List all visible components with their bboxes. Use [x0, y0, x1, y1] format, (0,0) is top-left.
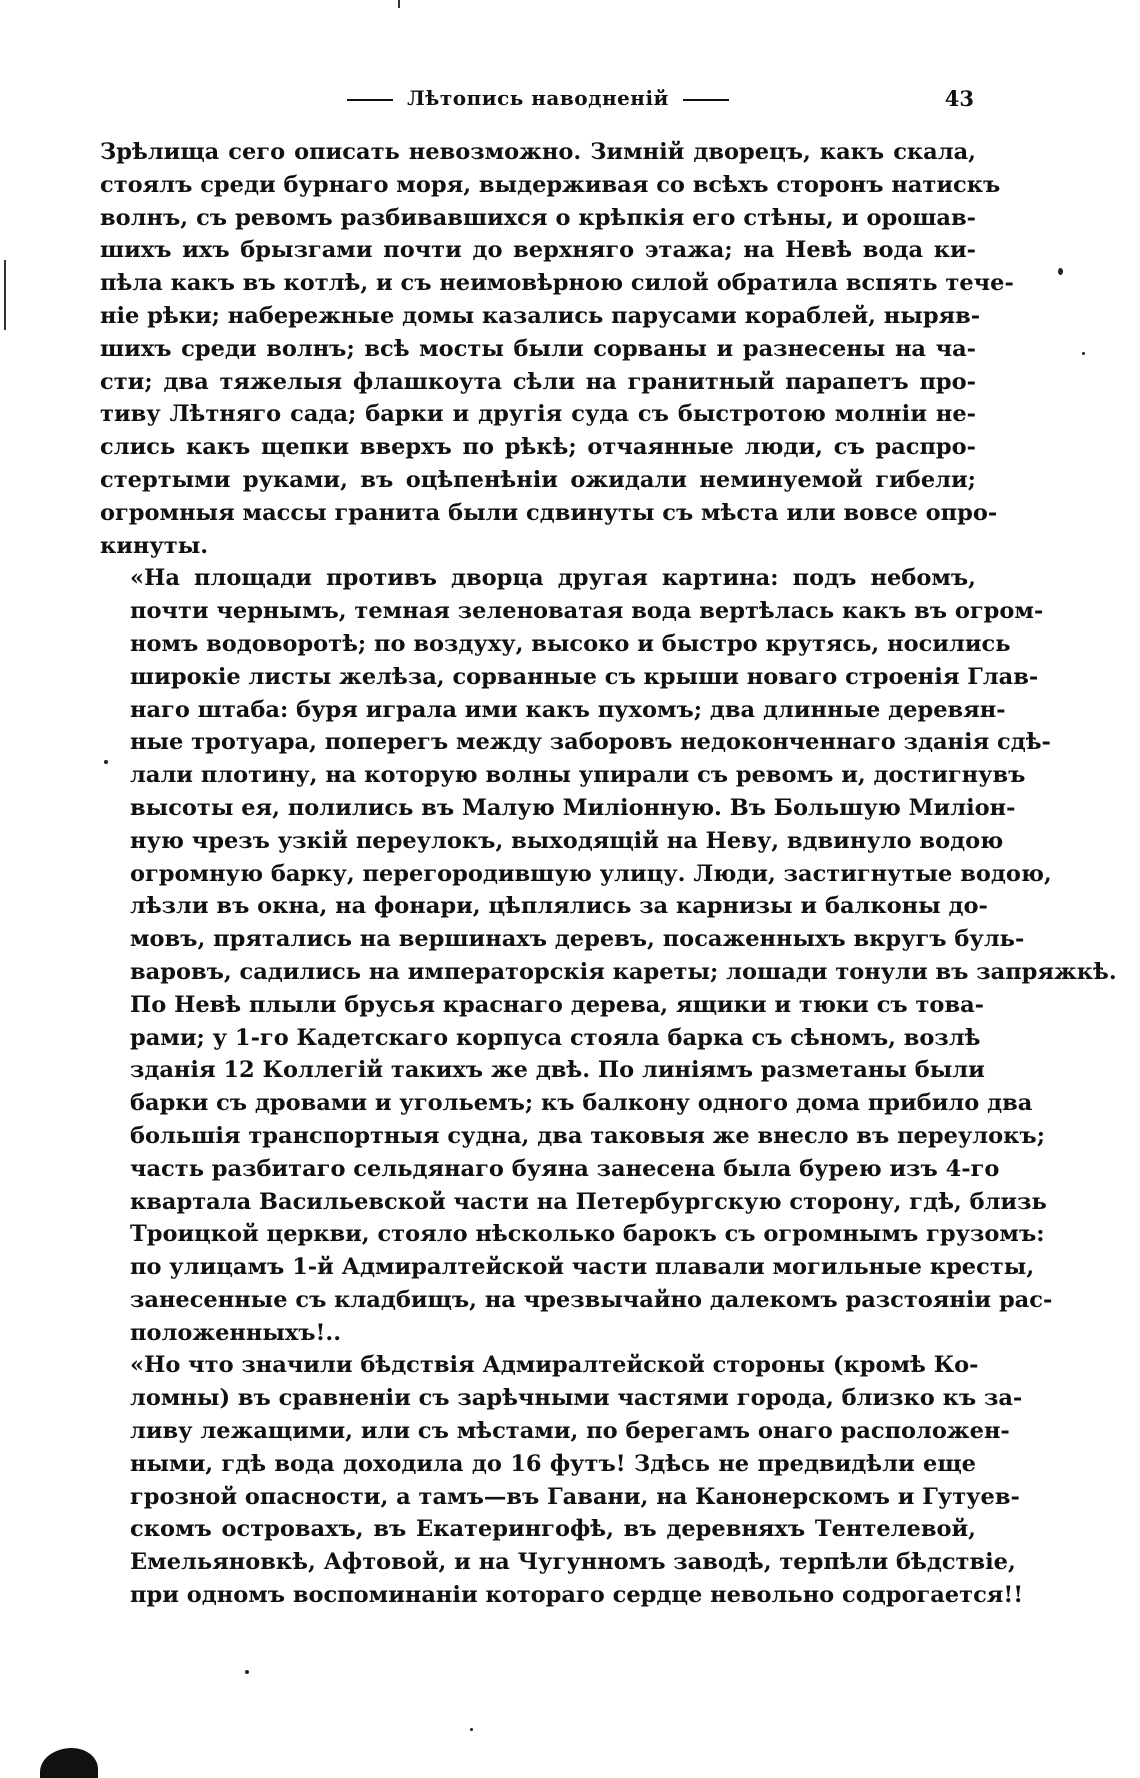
text-line: при одномъ воспоминаніи котораго сердце невольно содрогается!!: [130, 1582, 1024, 1609]
text-line: барки съ дровами и угольемъ; къ балкону одного дома прибило два: [130, 1090, 1033, 1117]
scan-speck: [1058, 268, 1063, 275]
text-line: ливу лежащими, или съ мѣстами, по берегамъ онаго расположен-: [130, 1418, 1010, 1445]
text-line: ную чрезъ узкій переулокъ, выходящій на Неву, вдвинуло водою: [130, 827, 1004, 854]
text-line: кинуты.: [100, 532, 209, 559]
text-line: слись какъ щепки вверхъ по рѣкѣ; отчаянные люди, съ распро-: [100, 434, 976, 461]
text-line: Емельяновкѣ, Афтовой, и на Чугунномъ заводѣ, терпѣли бѣдствіе,: [130, 1549, 1016, 1576]
text-line: Зрѣлища сего описать невозможно. Зимній дворецъ, какъ скала,: [100, 139, 976, 165]
text-line: ные тротуара, поперегъ между заборовъ недоконченнаго зданія сдѣ-: [130, 729, 1051, 756]
scan-speck: [104, 760, 108, 764]
paragraph: [100, 562, 1117, 1349]
text-line: занесенные съ кладбищъ, на чрезвычайно далекомъ разстояніи рас-: [130, 1286, 1053, 1313]
text-line: «Но что значили бѣдствія Адмиралтейской стороны (кромѣ Ко-: [130, 1352, 979, 1379]
text-line: номъ водоворотѣ; по воздуху, высоко и быстро крутясь, носились: [130, 630, 1011, 657]
text-line: пѣла какъ въ котлѣ, и съ неимовѣрною силой обратила вспять тече-: [100, 270, 1014, 297]
body-text: [100, 136, 1117, 1612]
text-line: положенныхъ!..: [130, 1319, 342, 1346]
text-line: ломны) въ сравненіи съ зарѣчными частями города, близко къ за-: [130, 1385, 1023, 1412]
paragraph: [100, 136, 1014, 562]
text-line: шихъ ихъ брызгами почти до верхняго этажа; на Невѣ вода ки-: [100, 237, 976, 264]
text-line: часть разбитаго сельдянаго буяна занесена была бурею изъ 4-го: [130, 1155, 1000, 1182]
text-line: большія транспортныя судна, два таковыя же внесло въ переулокъ;: [130, 1122, 1045, 1149]
text-line: зданія 12 Коллегій такихъ же двѣ. По линіямъ разметаны были: [130, 1057, 985, 1084]
running-title-text: Лѣтопись наводненій: [407, 86, 669, 110]
running-title: [100, 86, 976, 110]
text-line: варовъ, садились на императорскія кареты; лошади тонули въ запряжкѣ.: [130, 958, 1117, 985]
scan-speck: [1082, 352, 1085, 355]
text-line: волнъ, съ ревомъ разбивавшихся о крѣпкія его стѣны, и орошав-: [100, 204, 976, 231]
running-head: [100, 86, 976, 116]
text-line: «На площади противъ дворца другая картина: подъ небомъ,: [130, 565, 976, 592]
text-line: стоялъ среди бурнаго моря, выдерживая со всѣхъ сторонъ натискъ: [100, 171, 1001, 198]
text-line: квартала Васильевской части на Петербургскую сторону, гдѣ, близь: [130, 1188, 1047, 1215]
scan-speck: [245, 1670, 249, 1674]
text-line: тиву Лѣтняго сада; барки и другія суда съ быстротою молніи не-: [100, 401, 976, 428]
scan-edge-mark: [398, 0, 400, 8]
paragraph: [100, 1349, 1024, 1611]
text-line: огромныя массы гранита были сдвинуты съ мѣста или вовсе опро-: [100, 499, 998, 526]
text-line: ніе рѣки; набережные домы казались парусами кораблей, ныряв-: [100, 302, 981, 329]
text-line: мовъ, прятались на вершинахъ деревъ, посаженныхъ вкругъ буль-: [130, 926, 1025, 953]
text-line: сти; два тяжелыя флашкоута сѣли на гранитный парапетъ про-: [100, 368, 976, 395]
ink-blot: [40, 1748, 98, 1778]
text-line: По Невѣ плыли брусья краснаго дерева, ящики и тюки съ това-: [130, 991, 984, 1018]
text-line: стертыми руками, въ оцѣпенѣніи ожидали неминуемой гибели;: [100, 466, 976, 493]
text-line: Троицкой церкви, стояло нѣсколько барокъ съ огромнымъ грузомъ:: [130, 1221, 1045, 1248]
text-line: рами; у 1-го Кадетскаго корпуса стояла барка съ сѣномъ, возлѣ: [130, 1024, 981, 1051]
text-line: по улицамъ 1-й Адмиралтейской части плавали могильные кресты,: [130, 1254, 1035, 1281]
text-line: высоты ея, полились въ Малую Миліонную. Въ Большую Миліон-: [130, 794, 1016, 821]
text-line: лали плотину, на которую волны упирали съ ревомъ и, достигнувъ: [130, 762, 1026, 789]
scan-speck: [470, 1728, 473, 1731]
text-line: лѣзли въ окна, на фонари, цѣплялись за карнизы и балконы до-: [130, 893, 988, 920]
right-rule: [683, 99, 729, 101]
text-line: ными, гдѣ вода доходила до 16 футъ! Здѣсь не предвидѣли еще: [130, 1450, 976, 1477]
text-line: наго штаба: буря играла ими какъ пухомъ; два длинные деревян-: [130, 696, 1006, 723]
text-line: шихъ среди волнъ; всѣ мосты были сорваны и разнесены на ча-: [100, 335, 976, 362]
text-line: почти чернымъ, темная зеленоватая вода вертѣлась какъ въ огром-: [130, 598, 1044, 625]
page-number: 43: [944, 86, 974, 111]
text-line: скомъ островахъ, въ Екатерингофѣ, въ деревняхъ Тентелевой,: [130, 1516, 976, 1543]
text-line: широкіе листы желѣза, сорванные съ крыши новаго строенія Глав-: [130, 663, 1039, 690]
text-line: грозной опасности, а тамъ—въ Гавани, на Канонерскомъ и Гутуев-: [130, 1483, 1020, 1510]
left-rule: [347, 99, 393, 101]
scan-edge-mark: [4, 260, 6, 330]
text-line: огромную барку, перегородившую улицу. Люди, застигнутые водою,: [130, 860, 1052, 887]
